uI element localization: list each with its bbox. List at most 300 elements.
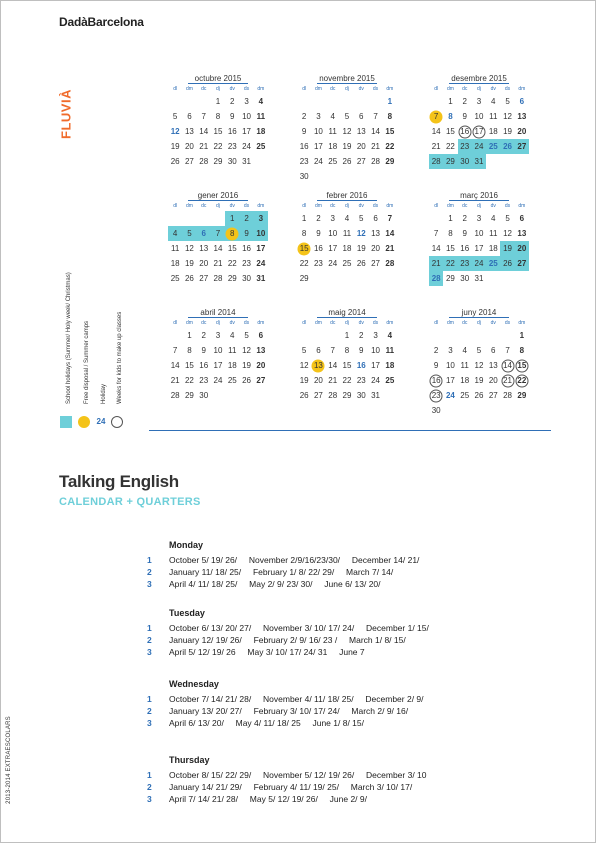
day-number: 8 <box>387 112 393 121</box>
day-cell <box>472 343 486 358</box>
day-cell <box>254 358 268 373</box>
quarter-number: 3 <box>147 647 152 657</box>
day-number: 12 <box>184 244 194 253</box>
day-number: 30 <box>460 157 470 166</box>
day-cell <box>429 271 443 286</box>
week-row <box>297 358 397 373</box>
day-number: 6 <box>201 229 206 238</box>
quarter-row <box>147 623 429 635</box>
legend-school-label: School holidays (Summer/ Holy week/ Christmas) <box>66 272 72 404</box>
month-title-underline <box>317 200 377 201</box>
day-number: 26 <box>184 274 194 283</box>
day-cell <box>500 226 514 241</box>
week-row <box>168 154 268 169</box>
week-row <box>168 343 268 358</box>
day-number: 10 <box>474 229 484 238</box>
day-cell <box>429 256 443 271</box>
day-cell <box>500 154 514 169</box>
day-number: 4 <box>491 214 496 223</box>
quarter-dates: April 6/ 13/ 20/ May 4/ 11/ 18/ 25 June 1/ 8/ 15/ <box>169 718 364 728</box>
day-cell <box>500 124 514 139</box>
day-cell <box>429 373 443 388</box>
day-number: 27 <box>488 391 498 400</box>
day-cell <box>254 109 268 124</box>
day-cell <box>443 94 457 109</box>
month-title-underline <box>449 317 509 318</box>
day-number: 20 <box>184 142 194 151</box>
month-title-underline <box>188 83 248 84</box>
weekday-label: dc <box>330 203 336 209</box>
day-number: 28 <box>385 259 395 268</box>
day-cell <box>443 226 457 241</box>
day-number: 6 <box>519 214 525 223</box>
day-number: 26 <box>299 391 309 400</box>
day-number: 30 <box>227 157 237 166</box>
weekday-label: ds <box>504 203 511 209</box>
day-number: 19 <box>342 142 352 151</box>
day-number: 28 <box>170 391 180 400</box>
day-cell <box>515 328 529 343</box>
day-cell <box>368 139 382 154</box>
day-cell <box>254 124 268 139</box>
week-row <box>429 139 529 154</box>
day-cell <box>225 226 239 241</box>
day-number: 23 <box>199 376 209 385</box>
day-number: 10 <box>256 229 266 238</box>
day-number: 13 <box>488 361 498 370</box>
day-cell <box>368 94 382 109</box>
day-number: 15 <box>385 127 395 136</box>
week-row <box>297 169 397 184</box>
day-cell <box>211 328 225 343</box>
day-number: 19 <box>474 376 484 385</box>
day-cell <box>340 256 354 271</box>
day-cell <box>458 403 472 418</box>
day-cell <box>225 241 239 256</box>
day-cell <box>443 241 457 256</box>
week-row <box>297 139 397 154</box>
weekday-label: dj <box>477 320 481 326</box>
day-number: 15 <box>342 361 352 370</box>
day-cell <box>239 109 253 124</box>
quarter-dates: October 6/ 13/ 20/ 27/ November 3/ 10/ 17/ 24/ December 1/ 15/ <box>169 623 429 633</box>
day-number: 21 <box>371 142 380 151</box>
weekday-label: dm <box>446 203 454 209</box>
week-row <box>429 211 529 226</box>
day-cell <box>429 109 443 124</box>
day-cell <box>297 139 311 154</box>
day-number: 2 <box>462 97 467 106</box>
weekday-header <box>429 85 529 94</box>
day-number: 10 <box>445 361 455 370</box>
day-number: 6 <box>519 97 525 106</box>
day-number: 25 <box>342 259 352 268</box>
day-cell <box>443 271 457 286</box>
day-number: 24 <box>213 376 223 385</box>
day-number: 29 <box>184 391 194 400</box>
day-cell <box>515 271 529 286</box>
day-cell <box>311 226 325 241</box>
weekday-label: dm <box>518 203 526 209</box>
day-cell <box>225 271 239 286</box>
day-cell <box>354 343 368 358</box>
weekday-label: dl <box>434 203 439 209</box>
day-number: 9 <box>230 112 235 121</box>
day-cell <box>211 211 225 226</box>
day-number: 21 <box>431 142 441 151</box>
day-cell <box>368 373 382 388</box>
day-cell <box>500 139 514 154</box>
day-cell <box>368 169 382 184</box>
day-number: 21 <box>213 259 223 268</box>
day-cell <box>225 328 239 343</box>
day-cell <box>458 373 472 388</box>
day-number: 1 <box>230 214 235 223</box>
day-cell <box>472 139 486 154</box>
day-number: 20 <box>256 361 266 370</box>
day-number: 17 <box>256 244 266 253</box>
day-number: 7 <box>201 112 206 121</box>
day-cell <box>458 154 472 169</box>
day-cell <box>458 211 472 226</box>
day-cell <box>500 271 514 286</box>
day-cell <box>297 94 311 109</box>
day-cell <box>340 94 354 109</box>
week-row <box>429 358 529 373</box>
day-number: 18 <box>488 127 498 136</box>
day-cell <box>326 256 340 271</box>
day-cell <box>486 343 500 358</box>
day-number: 28 <box>371 157 380 166</box>
day-cell <box>515 358 529 373</box>
day-number: 14 <box>213 244 223 253</box>
day-number: 29 <box>213 157 223 166</box>
day-cell <box>354 241 368 256</box>
day-number: 11 <box>385 346 395 355</box>
day-cell <box>515 343 529 358</box>
day-cell <box>458 94 472 109</box>
quarter-row <box>147 794 367 806</box>
day-number: 22 <box>213 142 223 151</box>
day-number: 23 <box>431 391 441 400</box>
day-number: 31 <box>474 157 484 166</box>
day-number: 31 <box>242 157 251 166</box>
weekday-label: dl <box>302 86 307 92</box>
week-row <box>429 154 529 169</box>
day-cell <box>515 109 529 124</box>
day-cell <box>486 226 500 241</box>
day-number: 19 <box>503 244 512 253</box>
day-number: 12 <box>299 361 309 370</box>
day-number: 21 <box>170 376 180 385</box>
day-number: 1 <box>519 331 525 340</box>
day-cell <box>472 373 486 388</box>
day-cell <box>340 154 354 169</box>
day-cell <box>211 271 225 286</box>
day-cell <box>443 328 457 343</box>
day-number: 16 <box>299 142 309 151</box>
day-cell <box>182 226 196 241</box>
day-cell <box>326 94 340 109</box>
day-cell <box>443 343 457 358</box>
week-row <box>429 343 529 358</box>
day-number: 13 <box>199 244 209 253</box>
day-number: 4 <box>344 214 350 223</box>
day-number: 4 <box>462 346 467 355</box>
weekday-label: dv <box>229 320 235 326</box>
day-number: 1 <box>215 97 221 106</box>
day-number: 22 <box>342 376 352 385</box>
day-cell <box>254 343 268 358</box>
day-number: 24 <box>256 259 266 268</box>
day-cell <box>311 94 325 109</box>
day-number: 19 <box>170 142 180 151</box>
day-cell <box>458 358 472 373</box>
day-name: Monday <box>169 540 204 550</box>
day-cell <box>368 358 382 373</box>
day-number: 18 <box>460 376 470 385</box>
day-cell <box>354 211 368 226</box>
day-number: 21 <box>328 376 338 385</box>
day-cell <box>326 211 340 226</box>
holiday-swatch: 24 <box>96 417 106 426</box>
week-row <box>429 373 529 388</box>
day-number: 13 <box>371 229 380 238</box>
day-cell <box>383 124 397 139</box>
day-number: 3 <box>258 214 264 223</box>
week-row <box>168 328 268 343</box>
day-number: 21 <box>385 244 395 253</box>
day-cell <box>486 154 500 169</box>
weekday-label: dm <box>185 320 193 326</box>
day-cell <box>383 343 397 358</box>
day-number: 14 <box>199 127 209 136</box>
day-cell <box>182 94 196 109</box>
week-row <box>297 109 397 124</box>
day-cell <box>383 109 397 124</box>
day-cell <box>254 154 268 169</box>
month-calendar <box>168 190 268 286</box>
day-cell <box>368 328 382 343</box>
day-cell <box>239 328 253 343</box>
legend-free-label: Free disposal / Summer camps <box>84 320 90 404</box>
weekday-label: dc <box>330 86 336 92</box>
day-cell <box>383 271 397 286</box>
week-row <box>168 124 268 139</box>
day-number: 26 <box>503 142 512 151</box>
day-name: Wednesday <box>169 679 219 689</box>
day-cell <box>500 373 514 388</box>
day-cell <box>458 271 472 286</box>
weekday-label: dj <box>216 86 220 92</box>
day-number: 13 <box>517 112 527 121</box>
day-cell <box>443 154 457 169</box>
day-number: 18 <box>256 127 266 136</box>
week-row <box>297 373 397 388</box>
day-cell <box>340 241 354 256</box>
month-calendar <box>297 190 397 286</box>
week-row <box>429 271 529 286</box>
day-number: 18 <box>385 361 395 370</box>
day-number: 16 <box>242 244 251 253</box>
day-cell <box>429 388 443 403</box>
day-number: 2 <box>230 97 235 106</box>
day-number: 8 <box>215 112 221 121</box>
day-cell <box>326 226 340 241</box>
day-cell <box>297 211 311 226</box>
day-number: 8 <box>230 229 235 238</box>
day-cell <box>368 124 382 139</box>
day-cell <box>311 169 325 184</box>
quarter-number: 2 <box>147 782 152 792</box>
day-number: 8 <box>448 229 453 238</box>
quarter-row <box>147 567 393 579</box>
day-cell <box>239 94 253 109</box>
day-cell <box>168 154 182 169</box>
day-number: 28 <box>328 391 338 400</box>
week-row <box>168 139 268 154</box>
day-number: 23 <box>242 259 251 268</box>
day-cell <box>239 358 253 373</box>
day-number: 18 <box>342 244 352 253</box>
day-cell <box>326 139 340 154</box>
day-number: 16 <box>460 244 470 253</box>
week-row <box>297 256 397 271</box>
quarter-dates: April 4/ 11/ 18/ 25/ May 2/ 9/ 23/ 30/ June 6/ 13/ 20/ <box>169 579 381 589</box>
week-row <box>168 256 268 271</box>
day-cell <box>239 154 253 169</box>
day-number: 15 <box>213 127 223 136</box>
weekday-label: dv <box>490 320 496 326</box>
day-cell <box>311 139 325 154</box>
day-cell <box>311 328 325 343</box>
day-cell <box>211 373 225 388</box>
day-number: 4 <box>491 97 496 106</box>
weekday-label: dm <box>314 203 322 209</box>
day-number: 28 <box>199 157 209 166</box>
day-cell <box>340 373 354 388</box>
weekday-label: dc <box>462 203 468 209</box>
school-holiday-swatch <box>60 416 72 428</box>
day-cell <box>182 211 196 226</box>
day-number: 12 <box>474 361 484 370</box>
day-number: 7 <box>215 229 221 238</box>
day-number: 23 <box>299 157 309 166</box>
day-number: 16 <box>227 127 237 136</box>
day-cell <box>500 94 514 109</box>
week-row <box>168 373 268 388</box>
day-cell <box>168 271 182 286</box>
day-cell <box>340 388 354 403</box>
day-cell <box>311 211 325 226</box>
day-cell <box>368 343 382 358</box>
day-number: 17 <box>313 142 323 151</box>
day-number: 3 <box>373 331 378 340</box>
day-cell <box>225 358 239 373</box>
day-number: 3 <box>476 214 482 223</box>
day-cell <box>225 94 239 109</box>
day-cell <box>197 358 211 373</box>
day-cell <box>225 124 239 139</box>
weekday-label: dj <box>345 320 349 326</box>
month-title-underline <box>317 317 377 318</box>
weekday-label: dm <box>446 320 454 326</box>
day-number: 14 <box>385 229 395 238</box>
day-cell <box>225 109 239 124</box>
day-number: 29 <box>445 157 455 166</box>
day-cell <box>311 154 325 169</box>
month-calendar <box>429 73 529 169</box>
day-number: 22 <box>385 142 395 151</box>
day-cell <box>429 139 443 154</box>
day-cell <box>354 139 368 154</box>
day-cell <box>515 226 529 241</box>
day-cell <box>326 343 340 358</box>
day-number: 5 <box>359 214 364 223</box>
day-cell <box>225 154 239 169</box>
day-cell <box>211 154 225 169</box>
day-number: 11 <box>489 112 498 121</box>
day-cell <box>182 109 196 124</box>
day-cell <box>182 256 196 271</box>
day-number: 5 <box>172 112 178 121</box>
weekday-label: dj <box>216 320 220 326</box>
week-row <box>297 211 397 226</box>
day-number: 3 <box>215 331 221 340</box>
day-number: 9 <box>359 346 364 355</box>
quarter-row <box>147 647 365 659</box>
quarter-dates: January 13/ 20/ 27/ February 3/ 10/ 17/ 24/ March 2/ 9/ 16/ <box>169 706 409 716</box>
day-cell <box>515 124 529 139</box>
day-number: 1 <box>387 97 393 106</box>
weekday-label: dm <box>386 320 394 326</box>
day-cell <box>211 358 225 373</box>
week-row <box>168 211 268 226</box>
day-cell <box>197 271 211 286</box>
day-number: 10 <box>213 346 223 355</box>
day-cell <box>197 109 211 124</box>
week-row <box>297 226 397 241</box>
day-cell <box>197 241 211 256</box>
day-cell <box>297 169 311 184</box>
day-cell <box>340 109 354 124</box>
quarter-row <box>147 782 412 794</box>
day-number: 4 <box>230 331 235 340</box>
day-number: 13 <box>256 346 266 355</box>
day-number: 15 <box>517 361 527 370</box>
day-number: 14 <box>431 127 441 136</box>
weekday-label: dv <box>229 203 235 209</box>
day-number: 5 <box>301 346 307 355</box>
day-cell <box>443 109 457 124</box>
day-cell <box>197 328 211 343</box>
weekday-label: dj <box>216 203 220 209</box>
day-number: 11 <box>460 361 469 370</box>
day-cell <box>486 256 500 271</box>
day-number: 25 <box>385 376 395 385</box>
week-row <box>429 241 529 256</box>
day-cell <box>239 124 253 139</box>
day-cell <box>383 241 397 256</box>
day-cell <box>168 328 182 343</box>
day-cell <box>515 388 529 403</box>
day-cell <box>340 328 354 343</box>
weekday-label: dl <box>434 86 439 92</box>
day-number: 8 <box>519 346 525 355</box>
quarter-number: 1 <box>147 555 152 565</box>
month-calendar <box>297 307 397 403</box>
day-cell <box>168 358 182 373</box>
